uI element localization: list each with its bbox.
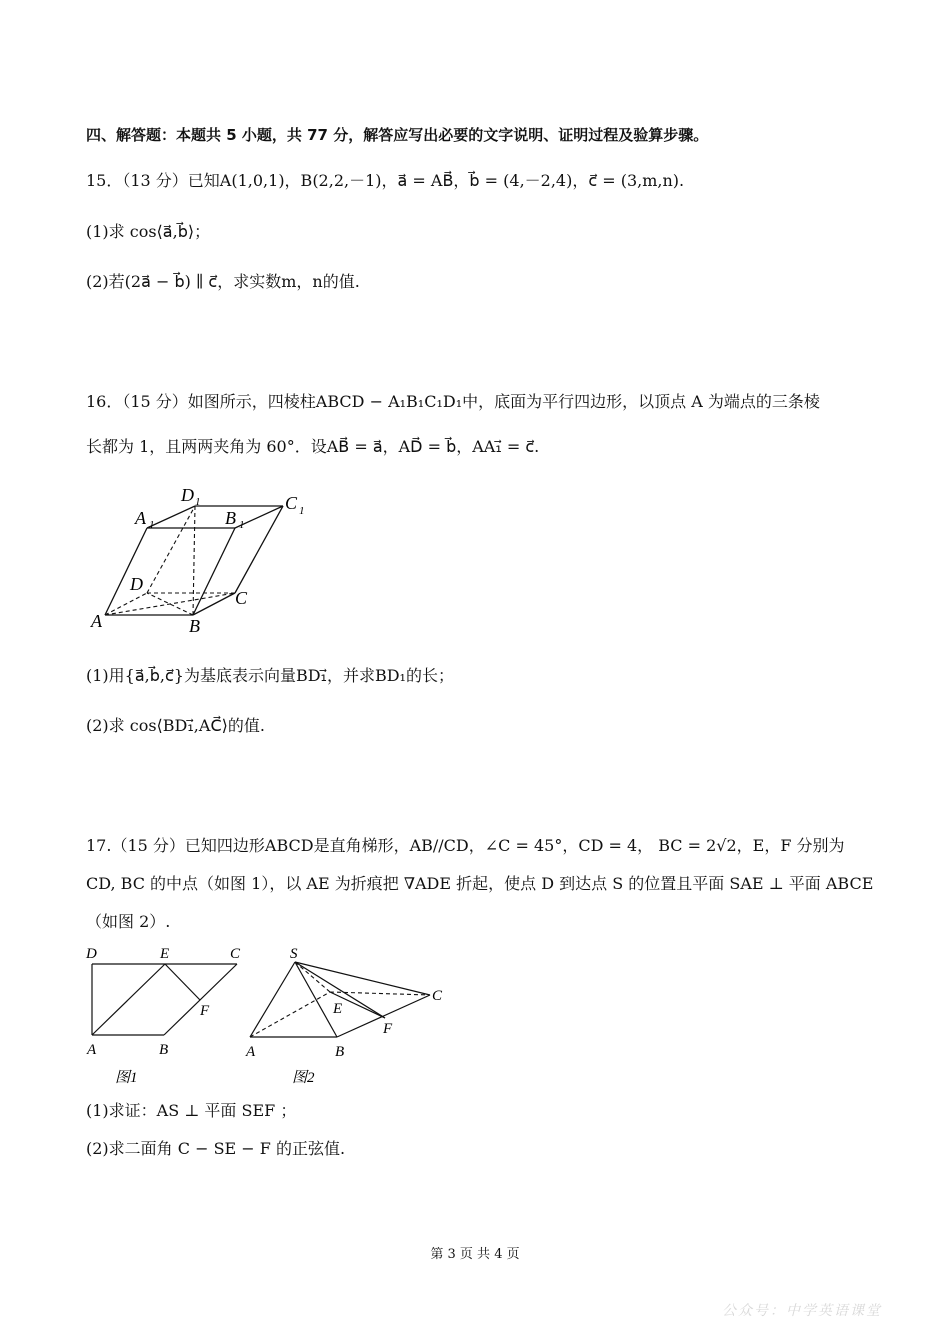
q16-stem-line2: 长都为 1，且两两夹角为 60°．设AB⃗ = a⃗，AD⃗ = b⃗，AA₁⃗ = c⃗. xyxy=(86,437,540,456)
fig1-label-D: D xyxy=(86,946,97,962)
q16-part1: (1)用{a⃗,b⃗,c⃗}为基底表示向量BD₁⃗，并求BD₁的长； xyxy=(86,666,454,685)
q17-figure-2 xyxy=(240,940,460,1090)
fig2-caption: 图2 xyxy=(292,1070,315,1086)
label-C1: C xyxy=(285,493,298,513)
q17-stem-line3: （如图 2）. xyxy=(86,912,171,931)
label-B1-sub: 1 xyxy=(239,519,245,531)
label-C1-sub: 1 xyxy=(299,505,305,517)
label-C: C xyxy=(235,588,248,608)
fig2-label-A: A xyxy=(246,1044,256,1060)
q17-part1: (1)求证：AS ⊥ 平面 SEF ； xyxy=(86,1101,297,1120)
label-A1-sub: 1 xyxy=(149,519,155,531)
section-header: 四、解答题：本题共 5 小题，共 77 分，解答应写出必要的文字说明、证明过程及验算步骤。 xyxy=(86,126,709,144)
fig1-label-B: B xyxy=(159,1042,169,1058)
q15-part2: (2)若(2a⃗ − b⃗) ∥ c⃗，求实数m，n的值. xyxy=(86,272,360,291)
label-A: A xyxy=(91,611,102,631)
q15-part1: (1)求 cos⟨a⃗,b⃗⟩； xyxy=(86,222,211,241)
label-A1: A xyxy=(135,508,146,528)
q16-part2: (2)求 cos⟨BD₁⃗,AC⃗⟩的值. xyxy=(86,716,265,735)
q16-prism-figure xyxy=(85,480,325,640)
label-D: D xyxy=(130,574,143,594)
label-D1: D xyxy=(181,485,194,505)
fig1-caption: 图1 xyxy=(115,1070,138,1086)
q17-stem-line2: CD, BC 的中点（如图 1），以 AE 为折痕把 ∇ADE 折起，使点 D 到达点 S 的位置且平面 SAE ⊥ 平面 ABCE xyxy=(86,874,874,893)
fig2-label-C: C xyxy=(432,988,443,1004)
page-footer: 第 3 页 共 4 页 xyxy=(430,1247,520,1262)
q15-stem: 15．（13 分）已知A(1,0,1)，B(2,2,－1)，a⃗ = AB⃗，b⃗ = (4,－2,4)，c⃗ = (3,m,n). xyxy=(86,171,685,190)
q17-part2: (2)求二面角 C − SE − F 的正弦值. xyxy=(86,1139,346,1158)
fig1-label-A: A xyxy=(87,1042,97,1058)
fig1-label-F: F xyxy=(200,1003,210,1019)
fig1-label-C: C xyxy=(230,946,241,962)
fig2-label-S: S xyxy=(290,946,298,962)
watermark: 公众号：中学英语课堂 xyxy=(722,1303,882,1319)
fig2-label-E: E xyxy=(333,1001,343,1017)
label-D1-sub: 1 xyxy=(195,496,201,508)
label-B: B xyxy=(189,616,200,636)
fig2-label-F: F xyxy=(383,1021,393,1037)
q17-figure-1 xyxy=(82,940,252,1090)
q17-stem-line1: 17.（15 分）已知四边形ABCD是直角梯形，AB//CD，∠C = 45°，CD = 4， BC = 2√2，E，F 分别为 xyxy=(86,836,845,855)
fig1-label-E: E xyxy=(160,946,170,962)
label-B1: B xyxy=(225,508,236,528)
q16-stem-line1: 16．（15 分）如图所示，四棱柱ABCD − A₁B₁C₁D₁中，底面为平行四边形，以顶点 A 为端点的三条棱 xyxy=(86,392,820,411)
fig2-label-B: B xyxy=(335,1044,345,1060)
